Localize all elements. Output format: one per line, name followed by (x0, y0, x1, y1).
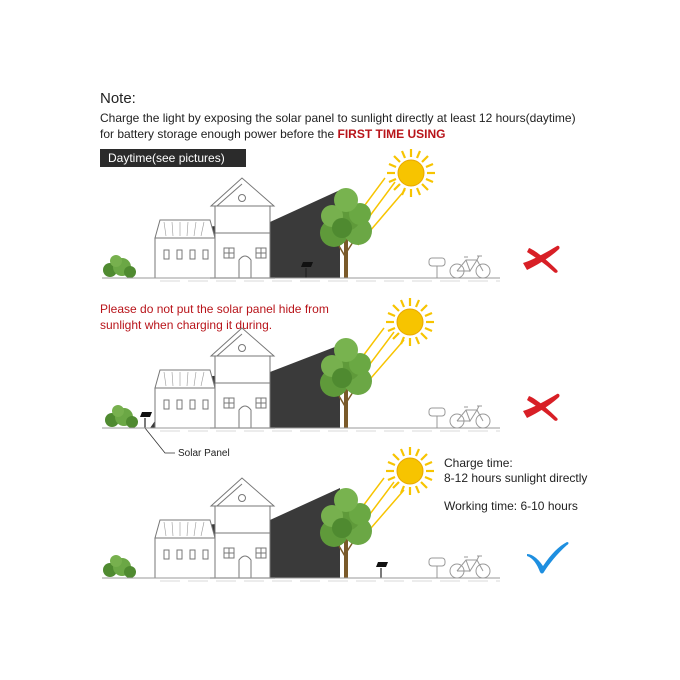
scene-2 (102, 298, 560, 453)
bicycle-icon (429, 406, 490, 428)
charge-time-value: 8-12 hours sunlight directly (444, 471, 588, 485)
sun-icon (386, 447, 434, 495)
bush-icon (103, 255, 136, 278)
bush-icon (103, 555, 136, 578)
note-title: Note: (100, 90, 136, 107)
house-icon (155, 178, 275, 278)
working-time: Working time: 6-10 hours (444, 499, 578, 513)
warning-line-1: Please do not put the solar panel hide from (100, 302, 329, 316)
wrong-mark-icon (523, 394, 560, 421)
note-line-1: Charge the light by exposing the solar panel to sunlight directly at least 12 hours(daytime) (100, 111, 576, 125)
solar-panel-icon (376, 562, 388, 578)
charge-time-label: Charge time: (444, 456, 513, 470)
bush-icon (105, 405, 138, 428)
note-line-2-prefix: for battery storage enough power before the (100, 127, 338, 141)
correct-mark-icon (527, 542, 569, 574)
daytime-badge: Daytime(see pictures) (100, 149, 246, 167)
house-icon (155, 478, 275, 578)
note-emphasis: FIRST TIME USING (337, 127, 446, 141)
solar-panel-label: Solar Panel (178, 448, 230, 459)
warning-line-2: sunlight when charging it during. (100, 318, 273, 332)
wrong-mark-icon (523, 246, 560, 273)
scene-3 (102, 447, 569, 581)
bicycle-icon (429, 256, 490, 278)
sun-icon (387, 149, 435, 197)
bicycle-icon (429, 556, 490, 578)
sun-icon (386, 298, 434, 346)
scene-1 (102, 149, 560, 281)
house-icon (155, 328, 275, 428)
